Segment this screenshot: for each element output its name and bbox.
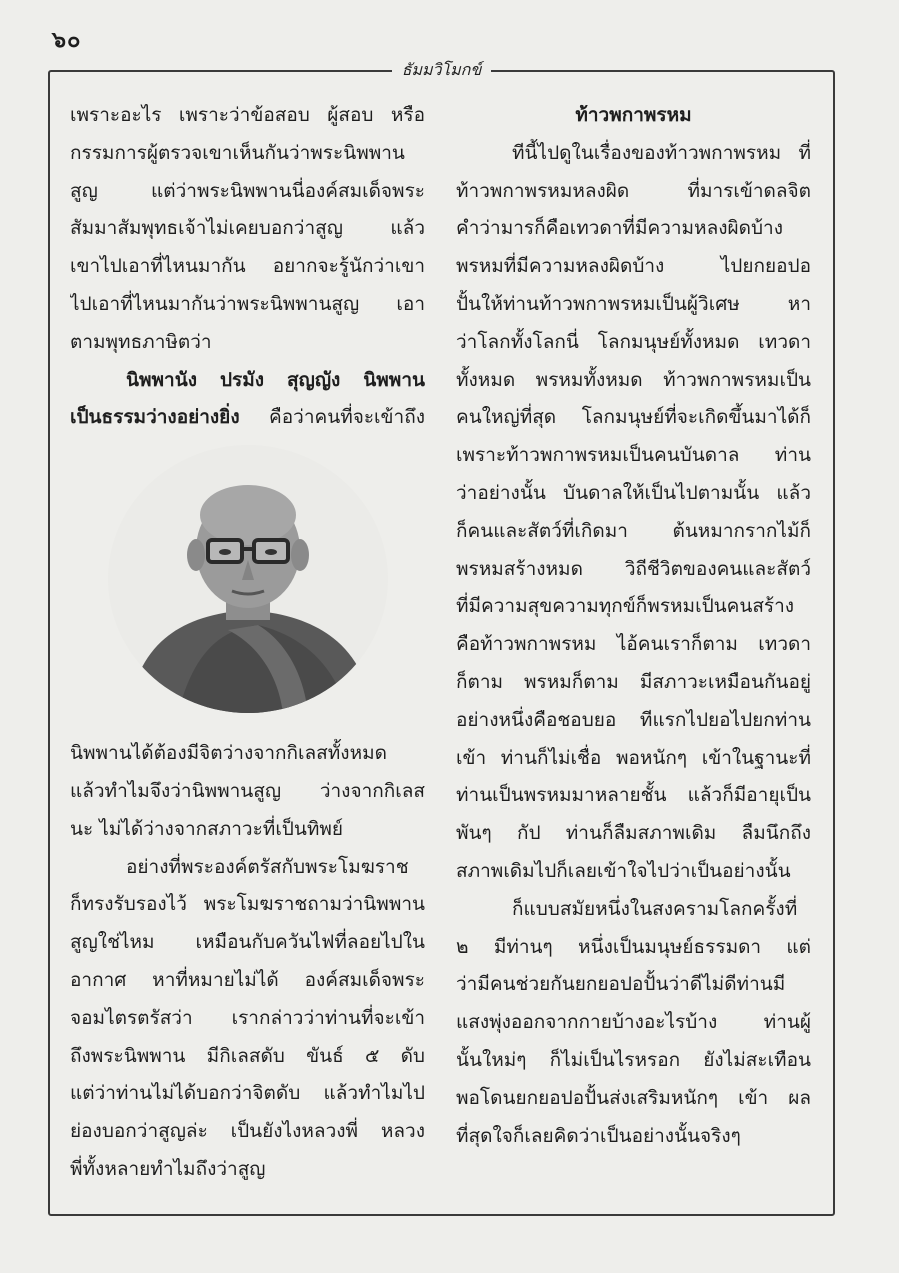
text-line: พี่ทั้งหลายทำไมถึงว่าสูญ [70,1157,266,1180]
text-line: ทีนี้ไปดูในเรื่องของท้าวพกาพรหม ที่ [512,141,811,164]
text-line: ว่ามีคนช่วยกันยกยอปอปั้นว่าดีไม่ดีท่านมี [456,973,786,996]
text-line: จอมไตรตรัสว่า เรากล่าวว่าท่านที่จะเข้า [70,1006,425,1029]
text-line: พันๆ กัป ท่านก็ลืมสภาพเดิม ลืมนึกถึง [456,822,811,845]
pali-verse: นิพพานัง ปรมัง สุญญัง นิพพาน [126,368,425,391]
text-line: อากาศ หาที่หมายไม่ได้ องค์สมเด็จพระ [70,968,425,991]
text-line: กรรมการผู้ตรวจเขาเห็นกันว่าพระนิพพาน [70,141,405,164]
text-line: ถึงพระนิพพาน มีกิเลสดับ ขันธ์ ๕ ดับ [70,1044,425,1067]
text-line: ท่านเป็นพรหมมาหลายชั้น แล้วก็มีอายุเป็น [456,784,811,807]
text-line: ตามพุทธภาษิตว่า [70,330,212,353]
text-line: พอโดนยกยอปอปั้นส่งเสริมหนักๆ เข้า ผล [456,1086,811,1109]
text-line: เขาไปเอาที่ไหนมากัน อยากจะรู้นักว่าเขา [70,255,425,278]
text-line: คนใหญ่ที่สุด โลกมนุษย์ที่จะเกิดขึ้นมาได้ก็ [456,406,811,429]
content-frame [48,60,835,1216]
section-heading: ท้าวพกาพรหม [575,104,692,126]
text-line: พรหมที่มีความหลงผิดบ้าง ไปยกยอปอ [456,255,811,278]
text-line: สภาพเดิมไปก็เลยเข้าใจไปว่าเป็นอย่างนั้น [456,859,791,882]
text-line: ก็ตาม พรหมก็ตาม มีสภาวะเหมือนกันอยู่ [456,670,811,693]
text-line: แต่ว่าท่านไม่ได้บอกว่าจิตดับ แล้วทำไมไป [70,1082,425,1105]
running-head-title: ธัมมวิโมกข์ [392,60,492,79]
pali-translation-line [70,399,425,437]
text-line: อย่างหนึ่งคือชอบยอ ทีแรกไปยอไปยกท่าน [456,708,811,731]
text-line: คำว่ามารก็คือเทวดาที่มีความหลงผิดบ้าง [456,217,783,240]
pali-translation-rest: คือว่าคนที่จะเข้าถึง [239,406,425,429]
right-column [456,97,811,1155]
text-line: พรหมสร้างหมด วิถีชีวิตของคนและสัตว์ [456,557,811,580]
text-line: ที่สุดใจก็เลยคิดว่าเป็นอย่างนั้นจริงๆ [456,1124,741,1147]
monk-portrait-image [108,445,388,713]
text-line: สัมมาสัมพุทธเจ้าไม่เคยบอกว่าสูญ แล้ว [70,217,425,240]
text-line: ที่มีความสุขความทุกข์ก็พรหมเป็นคนสร้าง [456,595,795,618]
text-line: นิพพานได้ต้องมีจิตว่างจากกิเลสทั้งหมด [70,742,387,765]
text-line: ก็แบบสมัยหนึ่งในสงครามโลกครั้งที่ [512,897,798,920]
text-line: ว่าโลกทั้งโลกนี่ โลกมนุษย์ทั้งหมด เทวดา [456,330,811,353]
monk-portrait-photo [108,445,388,713]
text-line: ก็ทรงรับรองไว้ พระโมฆราชถามว่านิพพาน [70,893,425,916]
left-column [70,97,425,1189]
text-line: แสงพุ่งออกจากกายบ้างอะไรบ้าง ท่านผู้ [456,1011,811,1034]
text-line: ก็คนและสัตว์ที่เกิดมา ต้นหมากรากไม้ก็ [456,519,811,542]
text-line: ท้าวพกาพรหมหลงผิด ที่มารเข้าดลจิต [456,179,811,202]
text-line: ๒ มีท่านๆ หนึ่งเป็นมนุษย์ธรรมดา แต่ [456,935,811,958]
text-line: ย่องบอกว่าสูญล่ะ เป็นยังไงหลวงพี่ หลวง [70,1120,425,1143]
photo-area [70,445,425,727]
text-line: เพราะอะไร เพราะว่าข้อสอบ ผู้สอบ หรือ [70,104,425,126]
text-line: คือท้าวพกาพรหม ไอ้คนเราก็ตาม เทวดา [456,633,811,656]
text-line: ว่าอย่างนั้น บันดาลให้เป็นไปตามนั้น แล้ว [456,481,811,504]
text-line: สูญ แต่ว่าพระนิพพานนี่องค์สมเด็จพระ [70,179,425,202]
text-line: เพราะท้าวพกาพรหมเป็นคนบันดาล ท่าน [456,444,811,467]
running-head [50,58,833,83]
text-line: นั้นใหม่ๆ ก็ไม่เป็นไรหรอก ยังไม่สะเทือน [456,1048,811,1071]
text-line: นะ ไม่ได้ว่างจากสภาวะที่เป็นทิพย์ [70,817,344,840]
text-line: แล้วทำไมจึงว่านิพพานสูญ ว่างจากกิเลส [70,779,425,802]
text-line: ไปเอาที่ไหนมากันว่าพระนิพพานสูญ เอา [70,292,425,315]
text-line: สูญใช่ไหม เหมือนกับควันไฟที่ลอยไปใน [70,931,425,954]
pali-translation-bold: เป็นธรรมว่างอย่างยิ่ง [70,406,240,429]
text-line: เข้า ท่านก็ไม่เชื่อ พอหนักๆ เข้าในฐานะที่ [456,746,811,769]
text-line: อย่างที่พระองค์ตรัสกับพระโมฆราช [126,855,409,878]
page-number: ๖๐ [52,27,82,53]
text-line: ปั้นให้ท่านท้าวพกาพรหมเป็นผู้วิเศษ หา [456,292,811,315]
text-line: ทั้งหมด พรหมทั้งหมด ท้าวพกาพรหมเป็น [456,368,811,391]
